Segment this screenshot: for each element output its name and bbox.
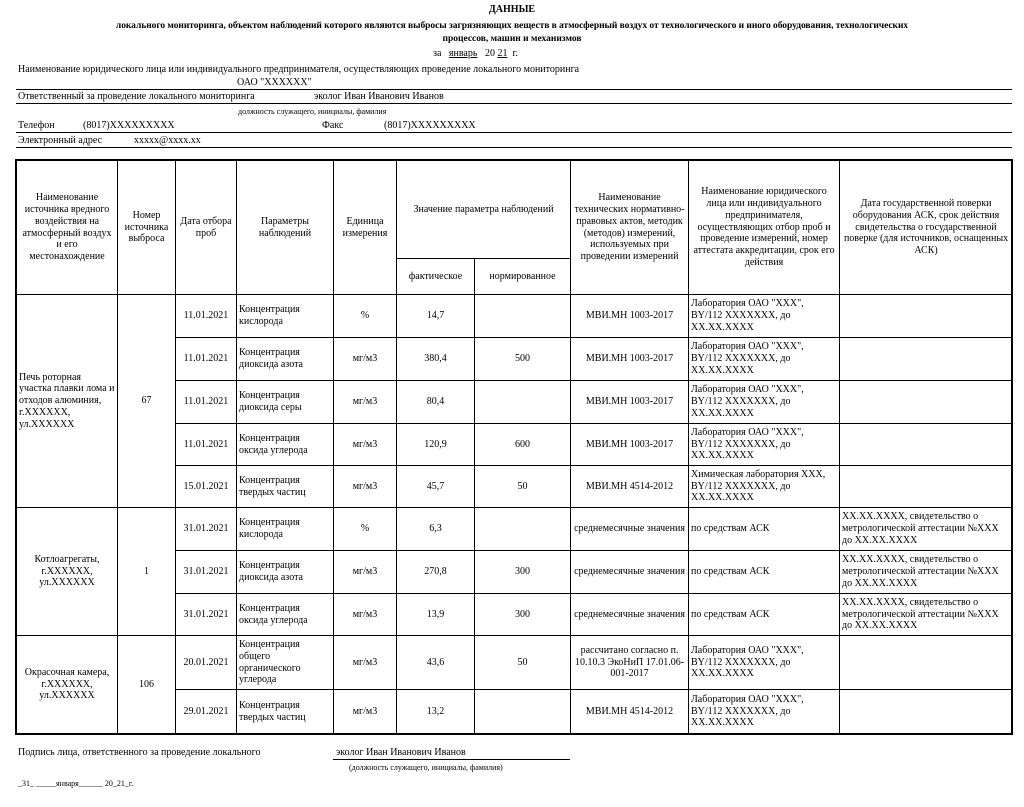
method-cell: МВИ.МН 4514-2012 (571, 690, 689, 734)
date-cell: 11.01.2021 (176, 424, 237, 466)
email-value: xxxxx@xxxx.xx (134, 135, 201, 146)
header-unit: Единица измерения (334, 161, 397, 295)
lab-cell: по средствам АСК (689, 551, 840, 594)
responsible-underline (16, 103, 1012, 104)
date-cell: 11.01.2021 (176, 381, 237, 424)
normative-value-cell: 50 (475, 466, 571, 508)
normative-value-cell (475, 508, 571, 551)
source-number-cell: 67 (118, 295, 176, 508)
document-subtitle-line2: процессов, машин и механизмов (442, 34, 582, 44)
actual-value-cell: 43,6 (397, 636, 475, 690)
date-cell: 11.01.2021 (176, 295, 237, 338)
header-normative: нормированное (475, 259, 571, 295)
date-cell: 11.01.2021 (176, 338, 237, 381)
lab-cell: Лаборатория ОАО "ХХХ", BY/112 ХХХХХХХ, до ХХ.ХХ.ХХХХ (689, 381, 840, 424)
verification-cell: ХХ.ХХ.ХХХХ, свидетельство о метрологической аттестации №ХХХ до ХХ.ХХ.ХХХХ (840, 551, 1013, 594)
responsible-label: Ответственный за проведение локального мониторинга (18, 91, 255, 102)
actual-value-cell: 270,8 (397, 551, 475, 594)
signature-hint: (должность служащего, инициалы, фамилия) (349, 763, 503, 772)
signature-label: Подпись лица, ответственного за проведение локального (18, 747, 261, 758)
monitoring-table (16, 160, 1013, 734)
email-underline (16, 147, 1012, 148)
lab-cell: Лаборатория ОАО "ХХХ", BY/112 ХХХХХХХ, до ХХ.ХХ.ХХХХ (689, 690, 840, 734)
source-cell: Окрасочная камера, г.ХХХХХХ, ул.ХХХХХХ (17, 636, 118, 734)
period-prefix: за (433, 48, 442, 59)
header-actual: фактическое (397, 259, 475, 295)
normative-value-cell: 300 (475, 551, 571, 594)
normative-value-cell (475, 381, 571, 424)
method-cell: МВИ.МН 1003-2017 (571, 424, 689, 466)
signature-value: эколог Иван Иванович Иванов (336, 747, 466, 758)
fax-label: Факс (322, 120, 344, 131)
unit-cell: % (334, 508, 397, 551)
verification-cell (840, 690, 1013, 734)
source-number-cell: 1 (118, 508, 176, 636)
source-cell: Печь роторная участка плавки лома и отходов алюминия, г.ХХХХХХ, ул.ХХХХХХ (17, 295, 118, 508)
verification-cell (840, 295, 1013, 338)
param-cell: Концентрация оксида углерода (237, 594, 334, 636)
unit-cell: мг/м3 (334, 381, 397, 424)
org-label: Наименование юридического лица или индивидуального предпринимателя, осуществляющих проведение локального мониторинга (18, 64, 580, 75)
signature-date: _31_ _____января______ 20_21_г. (18, 779, 134, 788)
phone-label: Телефон (18, 120, 55, 131)
normative-value-cell: 600 (475, 424, 571, 466)
email-label: Электронный адрес (18, 135, 103, 146)
lab-cell: по средствам АСК (689, 508, 840, 551)
period-month: январь (448, 48, 478, 59)
responsible-value: эколог Иван Иванович Иванов (314, 91, 444, 102)
fax-value: (8017)ХХХХХХХХХ (384, 120, 476, 131)
verification-cell (840, 424, 1013, 466)
document-title: ДАННЫЕ (488, 4, 536, 15)
lab-cell: Лаборатория ОАО "ХХХ", BY/112 ХХХХХХХ, до ХХ.ХХ.ХХХХ (689, 636, 840, 690)
verification-cell: ХХ.ХХ.ХХХХ, свидетельство о метрологической аттестации №ХХХ до ХХ.ХХ.ХХХХ (840, 508, 1013, 551)
unit-cell: мг/м3 (334, 424, 397, 466)
signature-underline (333, 759, 570, 760)
param-cell: Концентрация твердых частиц (237, 466, 334, 508)
header-source: Наименование источника вредного воздействия на атмосферный воздух и его местонахождение (17, 161, 118, 295)
param-cell: Концентрация оксида углерода (237, 424, 334, 466)
phone-value: (8017)ХХХХХХХХХ (83, 120, 175, 131)
actual-value-cell: 13,2 (397, 690, 475, 734)
document-subtitle-line1: локального мониторинга, объектом наблюдений которого являются выбросы загрязняющих веществ в атмосферный воздух от технологического и иного оборудования, технологических (115, 21, 909, 31)
source-number-cell: 106 (118, 636, 176, 734)
responsible-hint: должность служащего, инициалы, фамилия (238, 107, 387, 116)
unit-cell: мг/м3 (334, 338, 397, 381)
method-cell: МВИ.МН 1003-2017 (571, 381, 689, 424)
method-cell: среднемесячные значения (571, 551, 689, 594)
unit-cell: мг/м3 (334, 466, 397, 508)
lab-cell: по средствам АСК (689, 594, 840, 636)
param-cell: Концентрация диоксида азота (237, 551, 334, 594)
param-cell: Концентрация твердых частиц (237, 690, 334, 734)
header-date: Дата отбора проб (176, 161, 237, 295)
org-value: ОАО "ХХХХХХ" (237, 77, 312, 88)
header-methods: Наименование технических нормативно-правовых актов, методик (методов) измерений, используемых при проведении измерений (571, 161, 689, 295)
lab-cell: Лаборатория ОАО "ХХХ", BY/112 ХХХХХХХ, до ХХ.ХХ.ХХХХ (689, 295, 840, 338)
date-cell: 20.01.2021 (176, 636, 237, 690)
method-cell: МВИ.МН 1003-2017 (571, 295, 689, 338)
lab-cell: Лаборатория ОАО "ХХХ", BY/112 ХХХХХХХ, до ХХ.ХХ.ХХХХ (689, 338, 840, 381)
unit-cell: мг/м3 (334, 594, 397, 636)
param-cell: Концентрация кислорода (237, 508, 334, 551)
unit-cell: мг/м3 (334, 551, 397, 594)
date-cell: 29.01.2021 (176, 690, 237, 734)
param-cell: Концентрация кислорода (237, 295, 334, 338)
unit-cell: мг/м3 (334, 690, 397, 734)
actual-value-cell: 14,7 (397, 295, 475, 338)
unit-cell: % (334, 295, 397, 338)
normative-value-cell (475, 295, 571, 338)
method-cell: рассчитано согласно п. 10.10.3 ЭкоНиП 17.01.06-001-2017 (571, 636, 689, 690)
verification-cell (840, 636, 1013, 690)
method-cell: среднемесячные значения (571, 594, 689, 636)
table-row (17, 636, 1013, 690)
method-cell: среднемесячные значения (571, 508, 689, 551)
period-year-suffix: 21 (497, 48, 508, 59)
lab-cell: Лаборатория ОАО "ХХХ", BY/112 ХХХХХХХ, до ХХ.ХХ.ХХХХ (689, 424, 840, 466)
date-cell: 31.01.2021 (176, 594, 237, 636)
source-cell: Котлоагрегаты, г.ХХХХХХ, ул.ХХХХХХ (17, 508, 118, 636)
actual-value-cell: 13,9 (397, 594, 475, 636)
header-number: Номер источника выброса (118, 161, 176, 295)
normative-value-cell: 300 (475, 594, 571, 636)
method-cell: МВИ.МН 4514-2012 (571, 466, 689, 508)
table-row (17, 508, 1013, 551)
param-cell: Концентрация диоксида азота (237, 338, 334, 381)
verification-cell (840, 338, 1013, 381)
normative-value-cell: 500 (475, 338, 571, 381)
method-cell: МВИ.МН 1003-2017 (571, 338, 689, 381)
unit-cell: мг/м3 (334, 636, 397, 690)
lab-cell: Химическая лаборатория ХХХ, BY/112 ХХХХХХХ, до ХХ.ХХ.ХХХХ (689, 466, 840, 508)
verification-cell (840, 381, 1013, 424)
phone-underline (16, 132, 1012, 133)
period-year-unit: г. (512, 48, 518, 59)
actual-value-cell: 380,4 (397, 338, 475, 381)
verification-cell (840, 466, 1013, 508)
header-value-group: Значение параметра наблюдений (397, 161, 571, 259)
param-cell: Концентрация диоксида серы (237, 381, 334, 424)
actual-value-cell: 6,3 (397, 508, 475, 551)
actual-value-cell: 120,9 (397, 424, 475, 466)
header-lab: Наименование юридического лица или индивидуального предпринимателя, осуществляющих отбор проб и проведение измерений, номер аттестата аккредитации, срок его действия (689, 161, 840, 295)
table-row (17, 295, 1013, 338)
date-cell: 31.01.2021 (176, 551, 237, 594)
actual-value-cell: 45,7 (397, 466, 475, 508)
date-cell: 15.01.2021 (176, 466, 237, 508)
normative-value-cell: 50 (475, 636, 571, 690)
verification-cell: ХХ.ХХ.ХХХХ, свидетельство о метрологической аттестации №ХХХ до ХХ.ХХ.ХХХХ (840, 594, 1013, 636)
report-period (433, 48, 518, 60)
header-params: Параметры наблюдений (237, 161, 334, 295)
org-underline (16, 89, 1012, 90)
header-verification: Дата государственной поверки оборудования АСК, срок действия свидетельства о государственной поверке (для источников, оснащенных АСК) (840, 161, 1013, 295)
actual-value-cell: 80,4 (397, 381, 475, 424)
date-cell: 31.01.2021 (176, 508, 237, 551)
normative-value-cell (475, 690, 571, 734)
param-cell: Концентрация общего органического углерода (237, 636, 334, 690)
period-year-prefix: 20 (484, 48, 495, 59)
